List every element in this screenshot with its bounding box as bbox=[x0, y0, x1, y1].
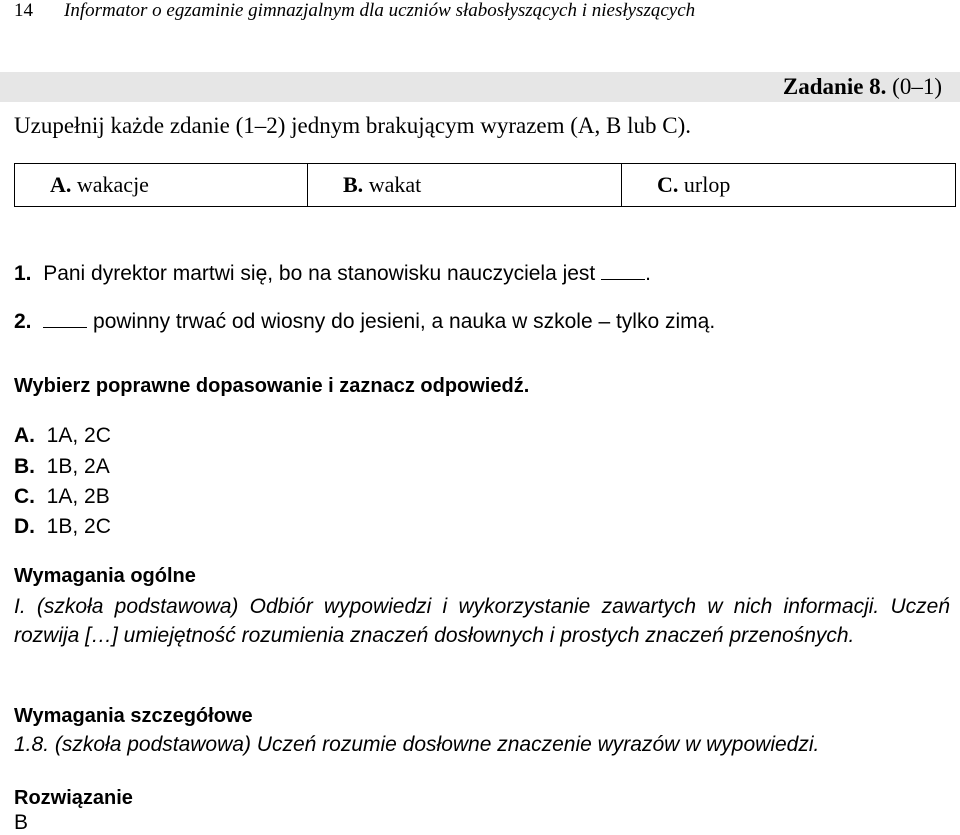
choice-word: wakacje bbox=[76, 172, 149, 197]
choice-letter: B. bbox=[343, 172, 364, 197]
page-number: 14 bbox=[14, 0, 33, 21]
question-prompt: Wybierz poprawne dopasowanie i zaznacz odpowiedź. bbox=[14, 375, 530, 397]
task-instruction: Uzupełnij każde zdanie (1–2) jednym brakującym wyrazem (A, B lub C). bbox=[14, 113, 691, 138]
choice-cell bbox=[621, 164, 955, 206]
answer-blank bbox=[601, 263, 645, 280]
detailed-requirements-text: 1.8. (szkoła podstawowa) Uczeń rozumie dosłowne znaczenie wyrazów w wypowiedzi. bbox=[14, 733, 820, 756]
running-title: Informator o egzaminie gimnazjalnym dla uczniów słabosłyszących i niesłyszących bbox=[64, 0, 696, 21]
task-title bbox=[783, 72, 942, 102]
sentence-text: Pani dyrektor martwi się, bo na stanowisku nauczyciela jest bbox=[43, 262, 596, 285]
sentence-number: 2. bbox=[14, 310, 32, 333]
word-choices-table bbox=[14, 163, 956, 207]
option-letter: C. bbox=[14, 485, 35, 508]
choice-letter: C. bbox=[657, 172, 679, 197]
sentence-1 bbox=[14, 262, 651, 286]
option-text: 1A, 2C bbox=[46, 424, 111, 447]
choice-letter: A. bbox=[50, 172, 72, 197]
choice-word: urlop bbox=[683, 172, 731, 197]
choice-word: wakat bbox=[368, 172, 422, 197]
answer-blank bbox=[43, 311, 87, 328]
sentence-text: powinny trwać od wiosny do jesieni, a nauka w szkole – tylko zimą. bbox=[93, 310, 716, 333]
task-label: Zadanie 8. bbox=[782, 74, 887, 99]
option-letter: A. bbox=[14, 424, 35, 447]
option-d[interactable] bbox=[14, 515, 111, 539]
option-letter: D. bbox=[14, 515, 35, 538]
task-points: (0–1) bbox=[892, 74, 942, 99]
option-text: 1B, 2C bbox=[46, 515, 111, 538]
choice-cell bbox=[307, 164, 621, 206]
option-text: 1A, 2B bbox=[46, 485, 110, 508]
option-c[interactable] bbox=[14, 485, 110, 509]
option-b[interactable] bbox=[14, 455, 110, 479]
detailed-requirements-heading: Wymagania szczegółowe bbox=[14, 705, 253, 727]
solution-answer: B bbox=[14, 811, 29, 834]
option-a[interactable] bbox=[14, 424, 111, 448]
solution-heading: Rozwiązanie bbox=[14, 787, 133, 809]
general-requirements-heading: Wymagania ogólne bbox=[14, 565, 196, 587]
choice-cell bbox=[15, 164, 307, 206]
running-header bbox=[14, 0, 695, 22]
sentence-end: . bbox=[645, 262, 651, 285]
sentence-number: 1. bbox=[14, 262, 32, 285]
option-text: 1B, 2A bbox=[46, 455, 110, 478]
sentence-2 bbox=[14, 310, 715, 334]
general-requirements-text: I. (szkoła podstawowa) Odbiór wypowiedzi i wykorzystanie zawartych w nich informacji. Uczeń rozwija […] umiejętność rozumienia znaczeń dosłownych i prostych znaczeń przenośnych. bbox=[14, 595, 950, 647]
option-letter: B. bbox=[14, 455, 35, 478]
